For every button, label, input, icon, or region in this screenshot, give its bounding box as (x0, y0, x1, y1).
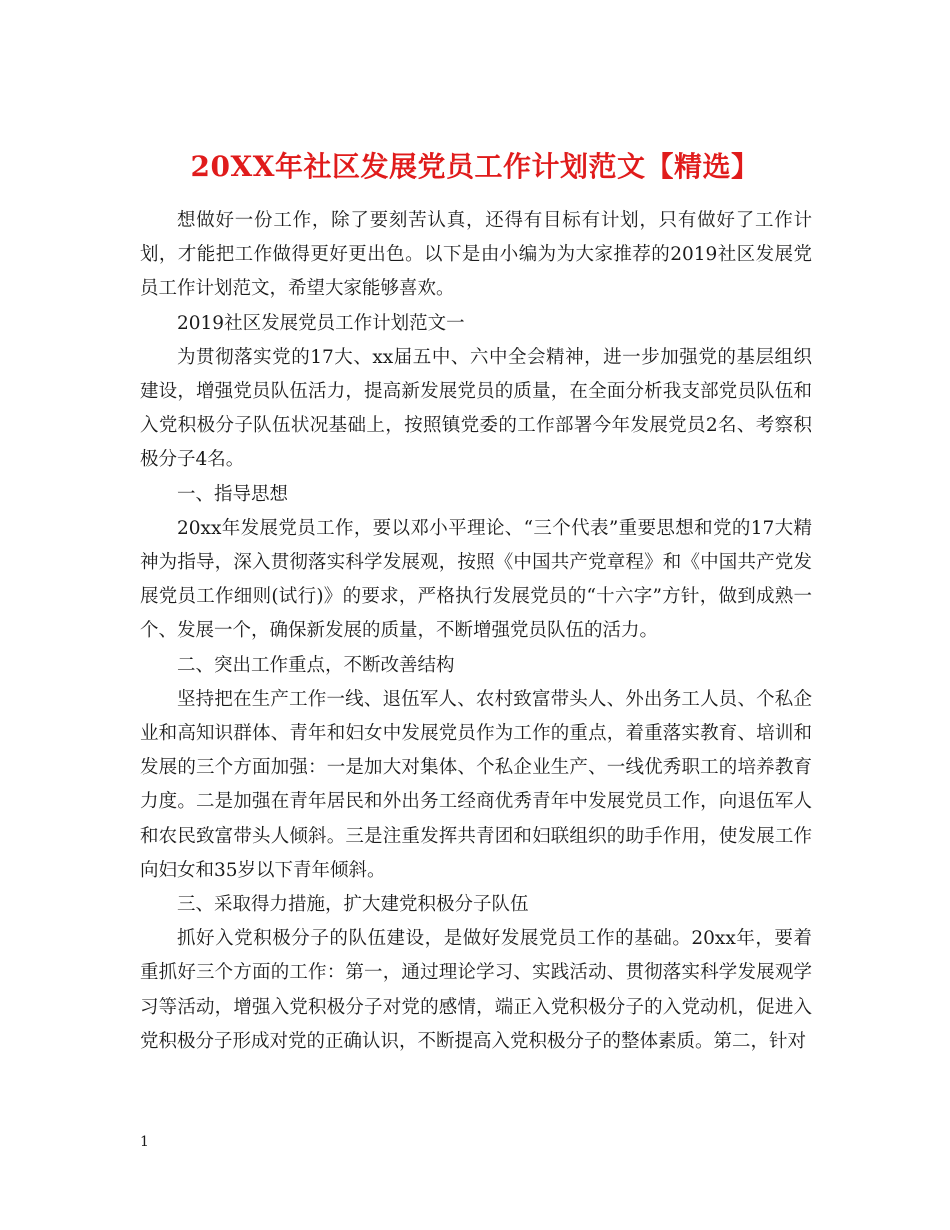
section-heading-guiding-ideology: 一、指导思想 (177, 483, 289, 505)
paragraph-measures: 抓好入党积极分子的队伍建设，是做好发展党员工作的基础。20xx年，要着重抓好三个方面的工作：第一，通过理论学习、实践活动、贯彻落实科学发展观学习等活动，增强入党积极分子对党的感情，端正入党积极分子的入党动机，促进入党积极分子形成对党的正确认识，不断提高入党积极分子的整体素质。第二，针对 (140, 928, 812, 1052)
section-heading-plan-one: 2019社区发展党员工作计划范文一 (177, 312, 465, 334)
paragraph-key-work: 坚持把在生产工作一线、退伍军人、农村致富带头人、外出务工人员、个私企业和高知识群体、青年和妇女中发展党员作为工作的重点，着重落实教育、培训和发展的三个方面加强：一是加大对集体、个私企业生产、一线优秀职工的培养教育力度。二是加强在青年居民和外出务工经商优秀青年中发展党员工作，向退伍军人和农民致富带头人倾斜。三是注重发挥共青团和妇联组织的助手作用，使发展工作向妇女和35岁以下青年倾斜。 (140, 688, 812, 881)
document-body (140, 204, 812, 1059)
paragraph-intro: 想做好一份工作，除了要刻苦认真，还得有目标有计划，只有做好了工作计划，才能把工作做得更好更出色。以下是由小编为为大家推荐的2019社区发展党员工作计划范文，希望大家能够喜欢。 (140, 210, 812, 300)
paragraph-overview: 为贯彻落实党的17大、xx届五中、六中全会精神，进一步加强党的基层组织建设，增强党员队伍活力，提高新发展党员的质量，在全面分析我支部党员队伍和入党积极分子队伍状况基础上，按照镇党委的工作部署今年发展党员2名、考察积极分子4名。 (140, 346, 812, 471)
page-number: 1 (140, 1134, 149, 1150)
document-title: 20XX年社区发展党员工作计划范文【精选】 (190, 149, 760, 183)
section-heading-key-work: 二、突出工作重点，不断改善结构 (177, 654, 455, 676)
paragraph-guiding-ideology: 20xx年发展党员工作，要以邓小平理论、“三个代表”重要思想和党的17大精神为指导，深入贯彻落实科学发展观，按照《中国共产党章程》和《中国共产党发展党员工作细则(试行)》的要求，严格执行发展党员的“十六字”方针，做到成熟一个、发展一个，确保新发展的质量，不断增强党员队伍的活力。 (140, 517, 812, 642)
section-heading-measures: 三、采取得力措施，扩大建党积极分子队伍 (177, 894, 529, 916)
